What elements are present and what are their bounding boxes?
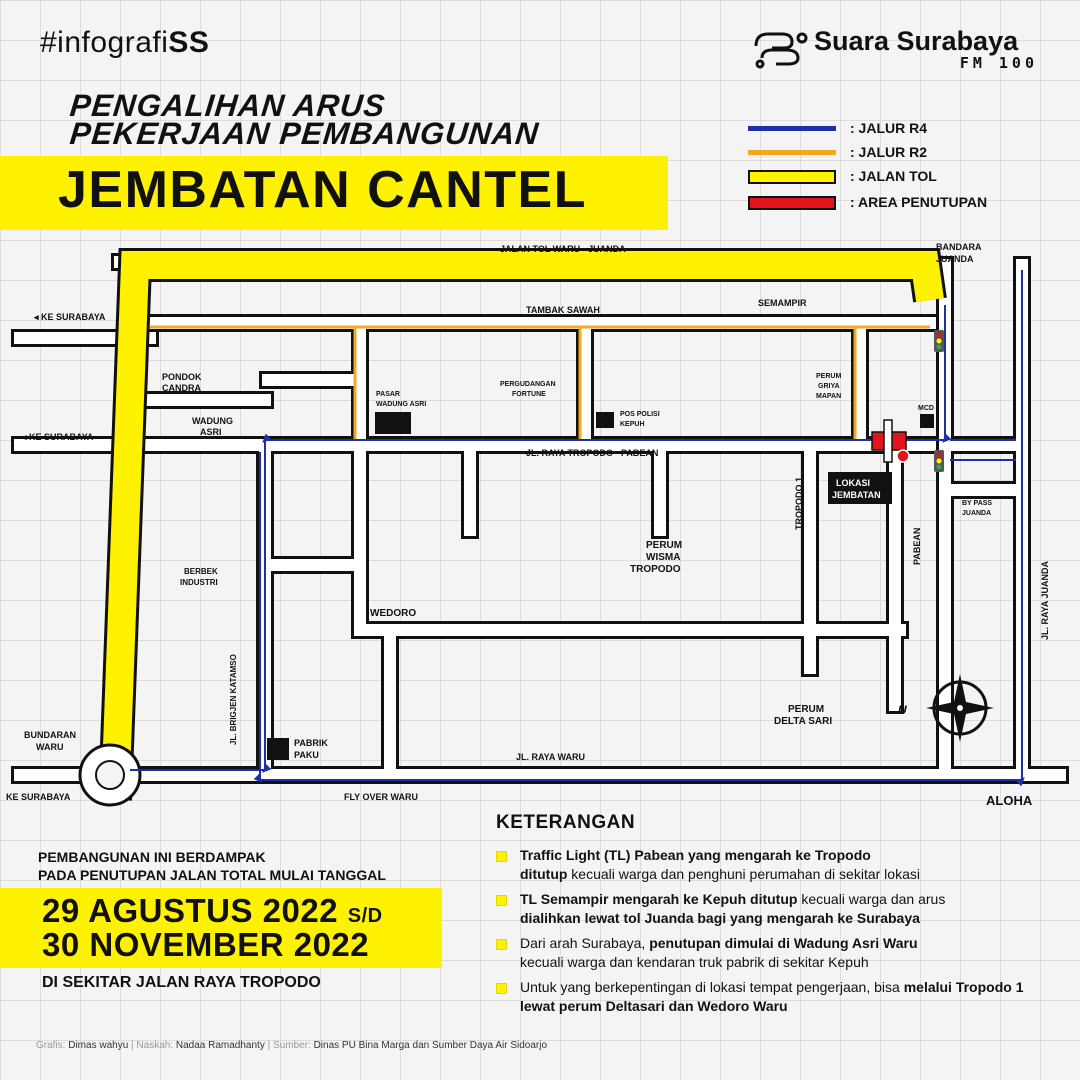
title-line-1: PENGALIHAN ARUS: [68, 88, 388, 123]
hashtag: #infografiSS: [40, 26, 210, 59]
label-jl-katamso: JL. BRIGJEN KATAMSO: [229, 654, 238, 745]
label-perum-delta: PERUM: [788, 704, 825, 715]
label-ke-surabaya: KE SURABAYA: [6, 792, 71, 802]
label-pabrik: PABRIK: [294, 738, 328, 748]
label-bundaran: BUNDARAN: [24, 730, 76, 740]
label-pasar: WADUNG ASRI: [376, 401, 427, 408]
mcd-marker: [920, 414, 934, 428]
label-pabean: PABEAN: [912, 527, 922, 565]
label-perum-wisma: TROPODO: [630, 564, 681, 575]
traffic-light-icon: [934, 330, 944, 352]
credits: Grafis: Dimas wahyu | Naskah: Nadaa Ramadhanty | Sumber: Dinas PU Bina Marga dan Sumber Daya Air Sidoarjo: [36, 1040, 548, 1051]
label-berbek: BERBEK: [184, 567, 218, 576]
legend-label: : JALUR R4: [850, 120, 928, 136]
label-jl-raya-waru: JL. RAYA WARU: [516, 752, 586, 762]
pos-polisi-marker: [596, 412, 614, 428]
label-berbek: INDUSTRI: [180, 578, 218, 587]
label-semampir: SEMAMPIR: [758, 298, 807, 308]
bullet-icon: [496, 939, 507, 950]
label-pergudangan: PERGUDANGAN: [500, 381, 556, 388]
label-lokasi: LOKASI: [836, 478, 871, 488]
label-pasar: PASAR: [376, 391, 400, 398]
info-text: PEMBANGUNAN INI BERDAMPAK PADA PENUTUPAN JALAN TOTAL MULAI TANGGAL: [38, 849, 386, 883]
label-jl-raya-juanda: JL. RAYA JUANDA: [1040, 560, 1050, 640]
label-pergudangan: FORTUNE: [512, 391, 546, 398]
label-wedoro: WEDORO: [370, 608, 417, 619]
pasar-marker: [375, 412, 411, 434]
bullet-icon: [496, 895, 507, 906]
label-compass-u: U: [898, 703, 907, 717]
label-pabrik: PAKU: [294, 750, 319, 760]
label-ke-surabaya: ◂ KE SURABAYA: [34, 312, 106, 322]
title-main: JEMBATAN CANTEL: [58, 161, 587, 219]
traffic-light-icon: [934, 450, 944, 472]
pabrik-marker: [267, 738, 289, 760]
label-jl-tropodo-pabean: JL. RAYA TROPODO - PABEAN: [526, 448, 659, 458]
legend-label: : JALUR R2: [850, 144, 928, 160]
bullet-icon: [496, 851, 507, 862]
label-tropodo-1: TROPODO 1: [794, 476, 804, 530]
date-end: 30 NOVEMBER 2022: [42, 926, 370, 963]
label-pondok-candra: PONDOK: [162, 372, 202, 382]
label-mcd: MCD: [918, 405, 934, 412]
bullet-icon: [496, 983, 507, 994]
label-perum-wisma: WISMA: [646, 552, 681, 563]
info-location: DI SEKITAR JALAN RAYA TROPODO: [42, 974, 321, 991]
road-network: [20, 262, 1060, 775]
label-lokasi: JEMBATAN: [832, 490, 881, 500]
label-bundaran: WARU: [36, 742, 64, 752]
label-wadung-asri: ASRI: [200, 427, 222, 437]
legend-label: : AREA PENUTUPAN: [850, 194, 988, 210]
label-perum-griya: GRIYA: [818, 383, 840, 390]
label-perum-delta: DELTA SARI: [774, 716, 833, 727]
label-perum-griya: MAPAN: [816, 393, 842, 400]
logo-sub: FM 100: [959, 54, 1038, 72]
label-wadung-asri: WADUNG: [192, 416, 233, 426]
label-bypass: BY PASS: [962, 500, 993, 507]
label-perum-griya: PERUM: [816, 373, 842, 380]
label-toll-road: JALAN TOL WARU - JUANDA: [500, 244, 626, 254]
label-bypass: JUANDA: [962, 510, 992, 517]
title-line-2: PEKERJAAN PEMBANGUNAN: [68, 116, 541, 151]
label-pos-polisi: KEPUH: [620, 421, 645, 428]
keterangan-title: KETERANGAN: [496, 812, 636, 833]
logo-name: Suara Surabaya: [814, 26, 1019, 56]
label-perum-wisma: PERUM: [646, 540, 683, 551]
label-pondok-candra: CANDRA: [162, 383, 201, 393]
legend-label: : JALAN TOL: [850, 168, 937, 184]
label-ke-surabaya: ◂ KE SURABAYA: [22, 432, 94, 442]
label-fly-over: FLY OVER WARU: [344, 792, 419, 802]
date-start: 29 AGUSTUS 2022 S/D: [42, 892, 383, 929]
label-tambak-sawah: TAMBAK SAWAH: [526, 305, 600, 315]
label-pos-polisi: POS POLISI: [620, 411, 660, 418]
label-bandara: JUANDA: [936, 254, 974, 264]
label-bandara: BANDARA: [936, 242, 982, 252]
label-aloha: ALOHA: [986, 793, 1033, 808]
